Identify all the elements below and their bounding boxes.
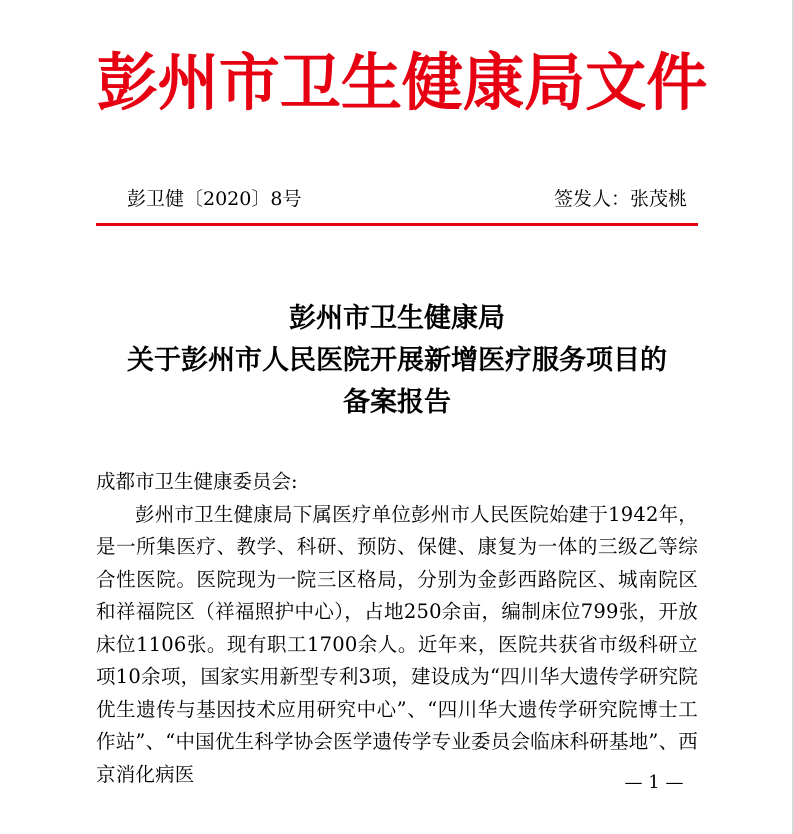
title-line-3: 备案报告	[343, 387, 451, 418]
red-header-title: 彭州市卫生健康局文件	[96, 46, 708, 119]
page-number: — 1 —	[624, 772, 684, 793]
body-paragraph: 彭州市卫生健康局下属医疗单位彭州市人民医院始建于1942年，是一所集医疗、教学、科研、预防、保健、康复为一体的三级乙等综合性医院。医院现为一院三区格局，分别为金彭西路院区、城南院区和祥福院区（祥福照护中心），占地250余亩，编制床位799张，开放床位1106张。现有职工1700余人。近年来，医院共获省市级科研立项10余项，国家实用新型专利3项，建设成为“四川华大遗传学研究院优生遗传与基因技术应用研究中心”、“四川华大遗传学研究院博士工作站”、“中国优生科学协会医学遗传学专业委员会临床科研基地”、西京消化病医	[96, 502, 698, 786]
addressee: 成都市卫生健康委员会:	[96, 470, 298, 493]
document-title	[80, 298, 714, 424]
document-meta-row	[127, 184, 687, 214]
signer: 签发人：张茂桃	[553, 188, 687, 210]
title-line-2: 关于彭州市人民医院开展新增医疗服务项目的	[127, 345, 667, 376]
title-line-1: 彭州市卫生健康局	[289, 303, 505, 334]
document-number: 彭卫健〔2020〕8号	[127, 188, 302, 210]
document-body	[96, 466, 698, 791]
red-divider-line	[96, 223, 698, 226]
